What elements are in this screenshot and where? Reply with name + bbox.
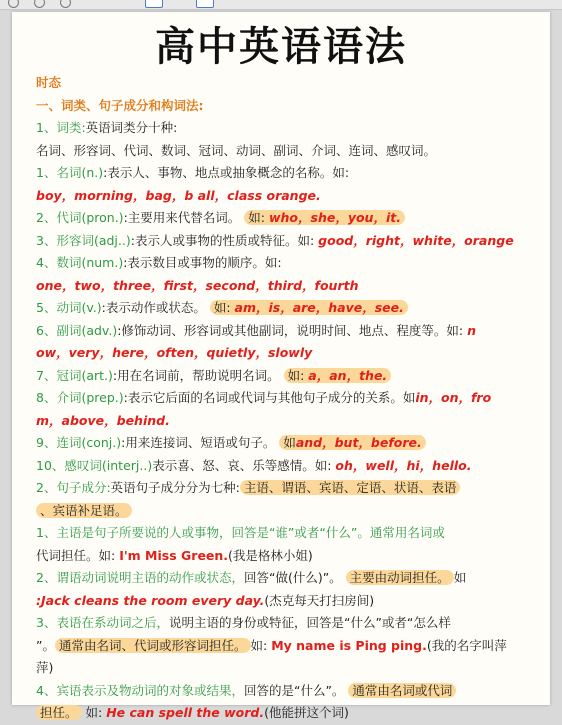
noun-def: 1、名词(n.):表示人、事物、地点或抽象概念的名称。如: xyxy=(36,165,350,180)
object-line1: 4、宾语表示及物动词的对象或结果，回答的是“什么”。 通常由名词或代词 xyxy=(36,680,536,703)
article-def: 7、冠词(art.):用在名词前，帮助说明名词。 如: a，an，the. xyxy=(36,365,536,388)
numeral-examples: one，two，three，first，second，third，fourth xyxy=(36,277,359,293)
predicative-line1: 3、表语在系动词之后，说明主语的身份或特征，回答是“什么”或者“怎么样 xyxy=(36,615,451,630)
verb-highlight: 如: am，is，are，have，see. xyxy=(210,300,408,315)
item-sentence-components: 2、句子成分:英语句子成分分为七种: 主语、谓语、宾语、定语、状语、表语 xyxy=(36,477,536,500)
back-icon[interactable] xyxy=(8,0,19,8)
pronoun-def: 2、代词(pron.):主要用来代替名词。 如: who，she，you，it. xyxy=(36,207,536,230)
heading-1: 一、词类、句子成分和构词法: xyxy=(36,97,204,113)
forward-icon[interactable] xyxy=(34,0,45,8)
object-line2: 担任。 如: He can spell the word.(他能拼这个词) xyxy=(36,702,536,725)
refresh-icon[interactable] xyxy=(60,0,71,8)
section-label: 时态 xyxy=(36,75,62,90)
subject-line1: 1、主语是句子所要说的人或事物，回答是“谁”或者“什么”。通常用名词或 xyxy=(36,525,445,540)
document-body xyxy=(36,72,536,725)
predicate-line2: :Jack cleans the room every day.(杰克每天打扫房间) xyxy=(36,592,375,608)
preposition-def: 8、介词(prep.):表示它后面的名词或代词与其他句子成分的关系。如in，on，fro xyxy=(36,390,492,405)
interjection-def: 10、感叹词(interj..)表示喜、怒、哀、乐等感情。如: oh，well，hi，hello. xyxy=(36,457,472,473)
conjunction-def: 9、连词(conj.):用来连接词、短语或句子。 如and，but，before. xyxy=(36,432,536,455)
document-page xyxy=(12,12,550,720)
predicative-line2: ”。 通常由名词、代词或形容词担任。 如: My name is Ping ping.(我的名字叫萍 xyxy=(36,637,507,653)
components-highlight: 主语、谓语、宾语、定语、状语、表语 xyxy=(240,480,461,495)
page-title: 高中英语语法 xyxy=(155,24,407,70)
conjunction-highlight: 如and，but，before. xyxy=(279,435,425,450)
pos-list: 名词、形容词、代词、数词、冠词、动词、副词、介词、连词、感叹词。 xyxy=(36,142,437,158)
verb-def: 5、动词(v.):表示动作或状态。 如: am，is，are，have，see. xyxy=(36,297,536,320)
predicative-line3: 萍) xyxy=(36,660,54,675)
components-line2: 、宾语补足语。 xyxy=(36,500,536,523)
view-mode-button[interactable] xyxy=(145,0,163,8)
noun-examples: boy，morning，bag，b all，class orange. xyxy=(36,187,321,203)
adverb-examples: ow，very，here，often，quietly，slowly xyxy=(36,345,313,360)
article-highlight: 如: a，an，the. xyxy=(284,368,392,383)
viewer-toolbar xyxy=(0,0,562,10)
pronoun-highlight: 如: who，she，you，it. xyxy=(244,210,405,225)
predicate-line1: 2、谓语动词说明主语的动作或状态，回答“做(什么)”。 主要由动词担任。 如 xyxy=(36,570,467,585)
page-mode-button[interactable] xyxy=(196,0,214,8)
adjective-def: 3、形容词(adj..):表示人或事物的性质或特征。如: good，right，white，orange xyxy=(36,232,514,248)
preposition-examples: m，above，behind. xyxy=(36,412,170,428)
subject-line2: 代词担任。如: I'm Miss Green.(我是格林小姐) xyxy=(36,547,313,563)
item-parts-of-speech: 1、词类:英语词类分十种: xyxy=(36,120,178,135)
adverb-def: 6、副词(adv.):修饰动词、形容词或其他副词，说明时间、地点、程度等。如: n xyxy=(36,322,477,338)
numeral-def: 4、数词(num.):表示数目或事物的顺序。如: xyxy=(36,255,282,270)
